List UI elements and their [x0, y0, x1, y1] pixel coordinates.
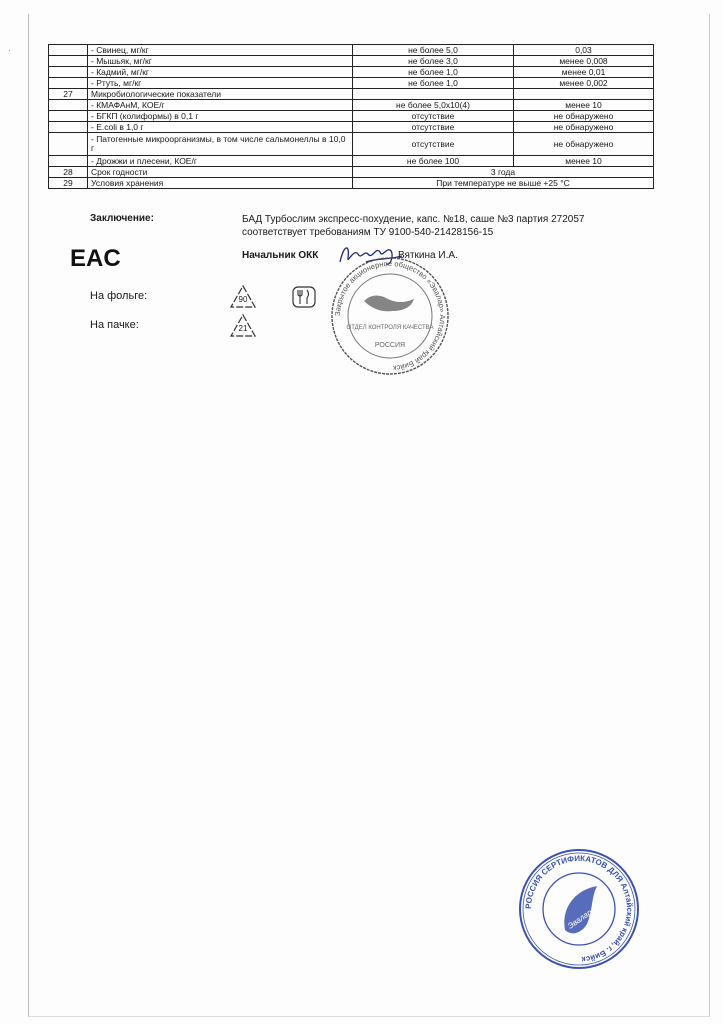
result-cell: менее 10 — [514, 100, 654, 111]
result-cell — [514, 89, 654, 100]
conclusion-line-2: соответствует требованиям ТУ 9100-540-21428156-15 — [242, 227, 494, 238]
result-cell: менее 0,01 — [514, 67, 654, 78]
table-row — [49, 178, 654, 189]
table-row — [49, 167, 654, 178]
row-number-cell — [49, 111, 88, 122]
norm-cell: не более 5,0 — [353, 45, 514, 56]
norm-cell: не более 3,0 — [353, 56, 514, 67]
result-cell: не обнаружено — [514, 122, 654, 133]
row-number-cell — [49, 100, 88, 111]
norm-cell: не более 1,0 — [353, 67, 514, 78]
cert-stamp-center-text: Эвалар — [566, 907, 594, 931]
norm-cell — [353, 89, 514, 100]
norm-cell: не более 5,0х10(4) — [353, 100, 514, 111]
table-row — [49, 45, 654, 56]
table-row — [49, 56, 654, 67]
indicator-name-cell: Условия хранения — [88, 178, 353, 189]
indicator-name-cell: - Патогенные микроорганизмы, в том числе сальмонеллы в 10,0 г — [88, 133, 353, 156]
pack-label: На пачке: — [90, 319, 139, 331]
indicator-name-cell: Срок годности — [88, 167, 353, 178]
norm-cell: отсутствие — [353, 122, 514, 133]
row-number-cell: 28 — [49, 167, 88, 178]
result-cell: 0,03 — [514, 45, 654, 56]
certification-stamp — [517, 848, 642, 975]
chief-name: Вяткина И.А. — [398, 250, 458, 261]
food-safe-icon — [292, 286, 316, 313]
result-cell: менее 0,008 — [514, 56, 654, 67]
row-number-cell — [49, 133, 88, 156]
table-row — [49, 67, 654, 78]
indicator-name-cell: - E.coli в 1,0 г — [88, 122, 353, 133]
recycle-icon-foil — [229, 284, 257, 315]
row-number-cell — [49, 56, 88, 67]
row-number-cell — [49, 122, 88, 133]
okk-stamp-center-text: ОТДЕЛ КОНТРОЛЯ КАЧЕСТВА — [346, 325, 434, 331]
table-row — [49, 133, 654, 156]
conclusion-line-1: БАД Турбослим экспресс-похудение, капс. №18, саше №3 партия 272057 — [242, 214, 585, 225]
recycle-icon-pack — [229, 313, 257, 344]
indicator-name-cell: - Свинец, мг/кг — [88, 45, 353, 56]
row-number-cell: 27 — [49, 89, 88, 100]
row-number-cell — [49, 156, 88, 167]
result-cell: менее 0,002 — [514, 78, 654, 89]
row-number-cell — [49, 67, 88, 78]
row-number-cell — [49, 45, 88, 56]
okk-stamp — [330, 255, 450, 382]
foil-label: На фольге: — [90, 290, 148, 302]
value-cell: При температуре не выше +25 °С — [353, 178, 654, 189]
indicator-name-cell: - Мышьяк, мг/кг — [88, 56, 353, 67]
indicator-name-cell: - КМАФАнМ, КОЕ/г — [88, 100, 353, 111]
conclusion-label: Заключение: — [90, 213, 154, 224]
norm-cell: отсутствие — [353, 111, 514, 122]
table-row — [49, 156, 654, 167]
chief-label: Начальник ОКК — [242, 250, 319, 261]
norm-cell: не более 100 — [353, 156, 514, 167]
cert-stamp-ring-text: РОССИЯ СЕРТИФИКАТОВ ДЛЯ Алтайский край, г. Бийск — [523, 853, 635, 964]
result-cell: не обнаружено — [514, 133, 654, 156]
okk-stamp-ring-text: Закрытое акционерное общество «Эвалар» Алтайский край Бийск — [332, 258, 448, 373]
norm-cell: отсутствие — [353, 133, 514, 156]
indicator-name-cell: Микробиологические показатели — [88, 89, 353, 100]
conclusion-text — [242, 213, 642, 239]
svg-text:Закрытое акционерное общество — [333, 259, 447, 373]
indicator-name-cell: - БГКП (колиформы) в 0,1 г — [88, 111, 353, 122]
table-row — [49, 111, 654, 122]
spec-table — [48, 44, 654, 189]
norm-cell: не более 1,0 — [353, 78, 514, 89]
result-cell: менее 10 — [514, 156, 654, 167]
indicator-name-cell: - Дрожжи и плесени, КОЕ/г — [88, 156, 353, 167]
punch-hole-mark: · — [8, 45, 11, 55]
result-cell: не обнаружено — [514, 111, 654, 122]
row-number-cell: 29 — [49, 178, 88, 189]
table-row — [49, 78, 654, 89]
indicator-name-cell: - Кадмий, мг/кг — [88, 67, 353, 78]
table-row — [49, 122, 654, 133]
indicator-name-cell: - Ртуть, мг/кг — [88, 78, 353, 89]
okk-stamp-bottom-text: РОССИЯ — [374, 342, 406, 349]
table-row — [49, 100, 654, 111]
eac-logo-text: EAC — [70, 245, 121, 272]
table-row — [49, 89, 654, 100]
eac-logo — [70, 244, 121, 275]
recycle-code-pack: 21 — [238, 324, 248, 333]
value-cell: 3 года — [353, 167, 654, 178]
row-number-cell — [49, 78, 88, 89]
recycle-code-foil: 90 — [238, 295, 248, 304]
